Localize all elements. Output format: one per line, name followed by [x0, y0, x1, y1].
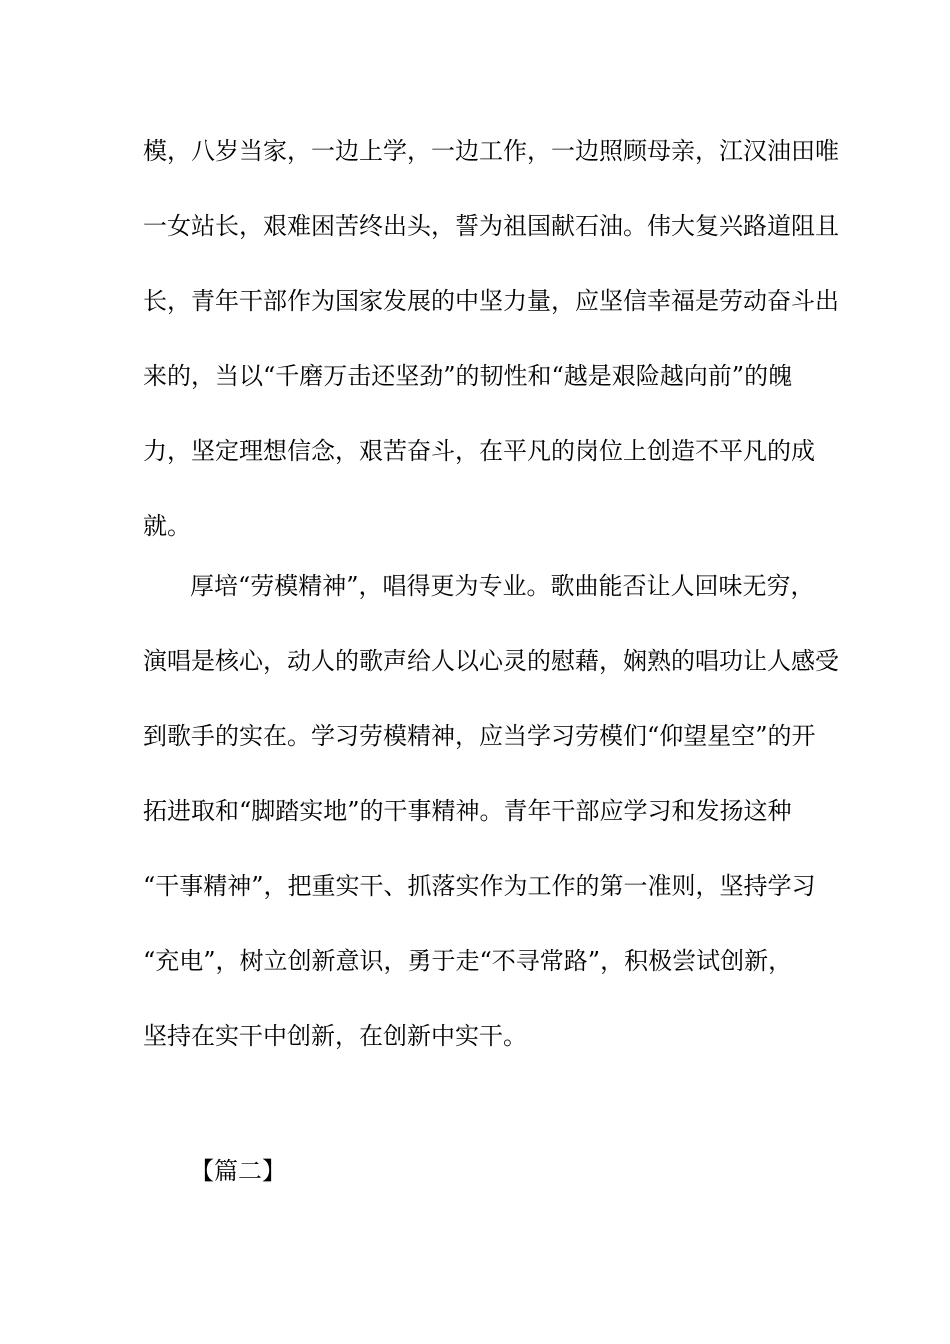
paragraph-line: 坚持在实干中创新，在创新中实干。	[143, 1022, 527, 1050]
paragraph-line: 来的，当以“千磨万击还坚劲”的韧性和“越是艰险越向前”的魄	[143, 362, 793, 390]
paragraph-line: “干事精神”，把重实干、抓落实作为工作的第一准则，坚持学习	[143, 872, 816, 900]
paragraph-line: “充电”，树立创新意识，勇于走“不寻常路”，积极尝试创新，	[143, 947, 793, 975]
paragraph-line: 厚培“劳模精神”，唱得更为专业。歌曲能否让人回味无穷，	[190, 572, 815, 600]
paragraph-line: 一女站长，艰难困苦终出头，誓为祖国献石油。伟大复兴路道阻且	[143, 212, 839, 240]
paragraph-line: 模，八岁当家，一边上学，一边工作，一边照顾母亲，江汉油田唯	[143, 137, 839, 165]
paragraph-line: 就。	[143, 512, 191, 540]
paragraph-line: 演唱是核心，动人的歌声给人以心灵的慰藉，娴熟的唱功让人感受	[143, 647, 839, 675]
paragraph-line: 长，青年干部作为国家发展的中坚力量，应坚信幸福是劳动奋斗出	[143, 287, 839, 315]
paragraph-line: 拓进取和“脚踏实地”的干事精神。青年干部应学习和发扬这种	[143, 797, 792, 825]
paragraph-line: 力，坚定理想信念，艰苦奋斗，在平凡的岗位上创造不平凡的成	[143, 437, 815, 465]
paragraph-line: 到歌手的实在。学习劳模精神，应当学习劳模们“仰望星空”的开	[143, 722, 816, 750]
section-heading: 【篇二】	[190, 1157, 286, 1185]
